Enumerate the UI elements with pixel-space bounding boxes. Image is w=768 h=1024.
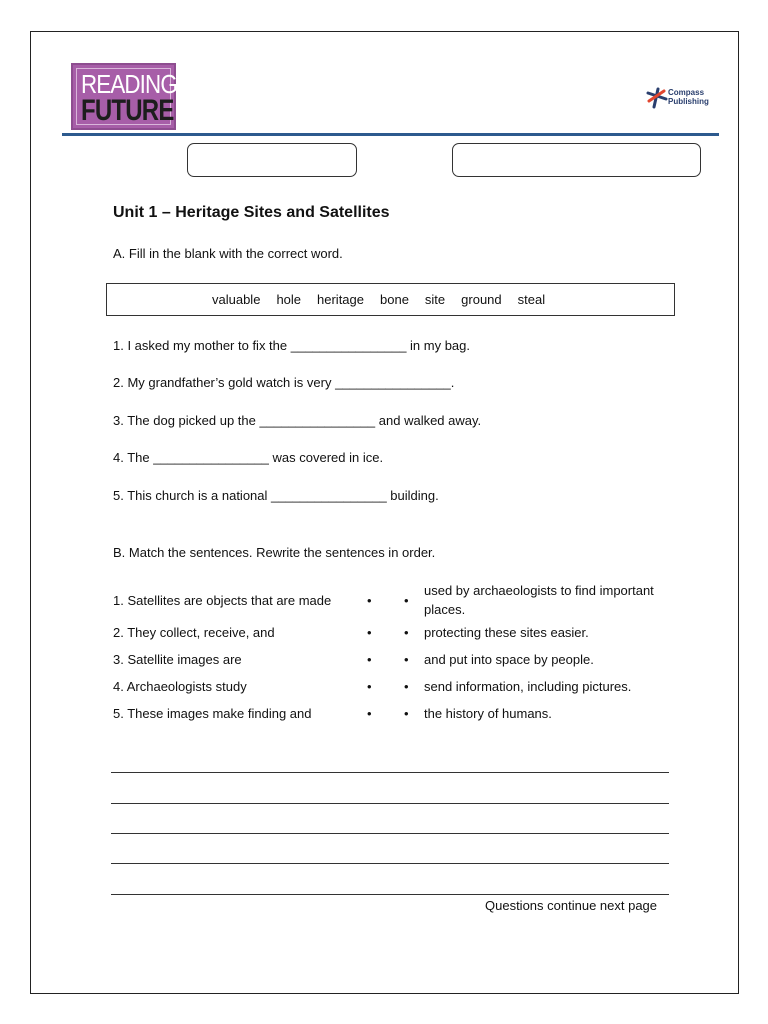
match-left-dot[interactable]: • xyxy=(367,593,372,608)
match-right-item: send information, including pictures. xyxy=(424,679,632,694)
fill-blank-item: 4. The ________________ was covered in ice. xyxy=(113,450,384,465)
word-bank-item: steal xyxy=(517,292,546,307)
fill-blank-item: 5. This church is a national ________________ building. xyxy=(113,488,439,503)
compass-publishing-logo xyxy=(646,85,718,111)
word-bank-item: site xyxy=(424,292,446,307)
publisher-name xyxy=(668,88,709,106)
word-bank xyxy=(212,292,561,307)
match-right-dot[interactable]: • xyxy=(404,679,409,694)
match-left-dot[interactable]: • xyxy=(367,679,372,694)
word-bank-item: valuable xyxy=(212,292,261,307)
match-left-dot[interactable]: • xyxy=(367,706,372,721)
match-right-item: the history of humans. xyxy=(424,706,552,721)
match-right-item: protecting these sites easier. xyxy=(424,625,589,640)
section-a-instruction: A. Fill in the blank with the correct word. xyxy=(113,246,343,261)
reading-future-logo xyxy=(71,63,176,130)
match-left-item: 3. Satellite images are xyxy=(113,652,242,667)
fill-blank-item: 2. My grandfather’s gold watch is very ________________. xyxy=(113,375,455,390)
match-right-item: used by archaeologists to find important places. xyxy=(424,583,654,617)
match-left-item: 4. Archaeologists study xyxy=(113,679,247,694)
publisher-line-1: Compass xyxy=(668,88,705,97)
word-bank-item: ground xyxy=(461,292,502,307)
match-left-item: 2. They collect, receive, and xyxy=(113,625,275,640)
unit-title: Unit 1 – Heritage Sites and Satellites xyxy=(113,204,390,221)
fill-blank-item: 1. I asked my mother to fix the ________________ in my bag. xyxy=(113,338,471,353)
publisher-line-2: Publishing xyxy=(668,97,709,106)
section-b-instruction: B. Match the sentences. Rewrite the sentences in order. xyxy=(113,545,436,560)
match-left-dot[interactable]: • xyxy=(367,652,372,667)
match-left-item: 1. Satellites are objects that are made xyxy=(113,593,332,608)
header-rule xyxy=(62,133,719,136)
continue-note: Questions continue next page xyxy=(485,898,658,913)
logo-line-reading: READING xyxy=(81,69,177,99)
name-field[interactable] xyxy=(187,143,357,177)
word-bank-item: bone xyxy=(380,292,409,307)
fill-blank-item: 3. The dog picked up the ________________ and walked away. xyxy=(113,413,482,428)
class-field[interactable] xyxy=(452,143,701,177)
match-left-item: 5. These images make finding and xyxy=(113,706,312,721)
match-right-dot[interactable]: • xyxy=(404,593,409,608)
writing-line[interactable] xyxy=(111,833,669,834)
match-left-dot[interactable]: • xyxy=(367,625,372,640)
match-right-item: and put into space by people. xyxy=(424,652,594,667)
match-right-dot[interactable]: • xyxy=(404,706,409,721)
writing-line[interactable] xyxy=(111,803,669,804)
compass-star-icon xyxy=(646,85,668,111)
word-bank-item: hole xyxy=(276,292,302,307)
logo-line-future: FUTURE xyxy=(81,94,174,127)
writing-line[interactable] xyxy=(111,772,669,773)
match-right-dot[interactable]: • xyxy=(404,652,409,667)
word-bank-item: heritage xyxy=(317,292,364,307)
match-right-dot[interactable]: • xyxy=(404,625,409,640)
writing-line[interactable] xyxy=(111,894,669,895)
writing-line[interactable] xyxy=(111,863,669,864)
